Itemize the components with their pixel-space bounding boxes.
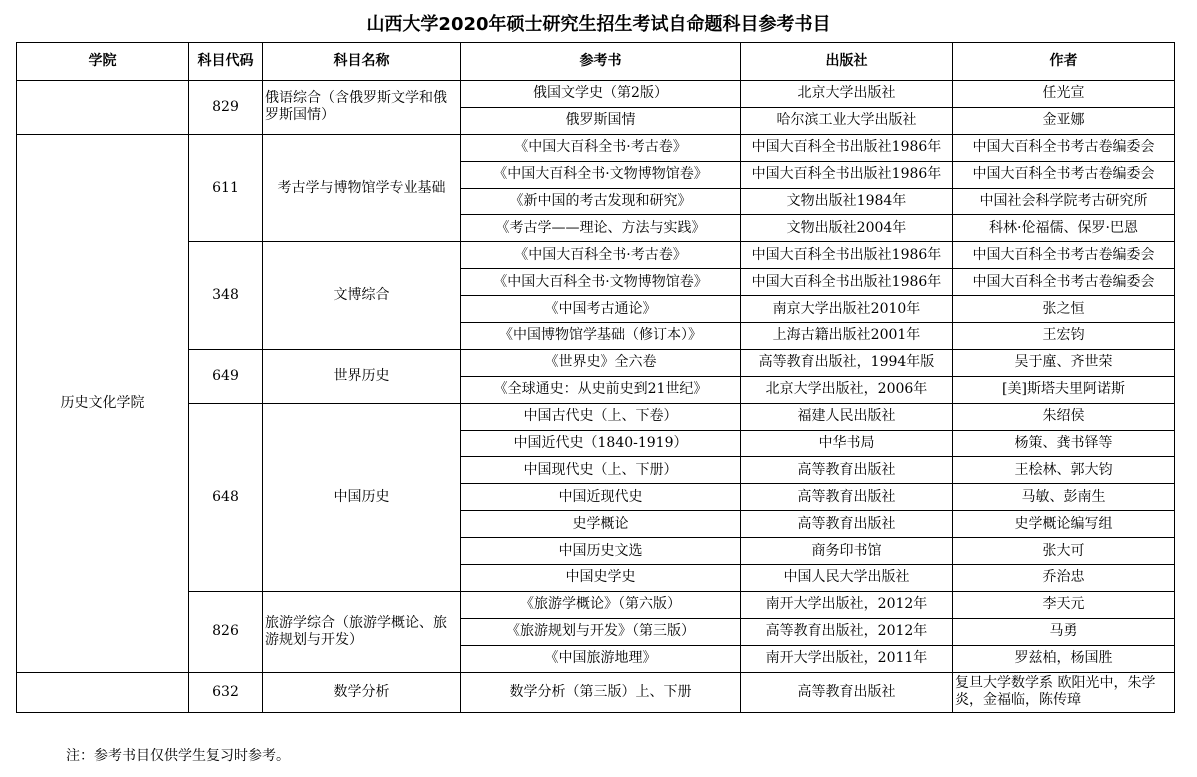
author: 马敏、彭南生	[953, 484, 1175, 511]
table-header-row	[17, 43, 1175, 81]
publisher: 高等教育出版社，1994年版	[741, 349, 953, 376]
book-title: 《旅游规划与开发》（第三版）	[461, 618, 741, 645]
author: 李天元	[953, 591, 1175, 618]
publisher: 高等教育出版社	[741, 484, 953, 511]
author: [美]斯塔夫里阿诺斯	[953, 376, 1175, 403]
subject-code: 611	[189, 134, 263, 242]
book-title: 《世界史》全六卷	[461, 349, 741, 376]
subject-name: 考古学与博物馆学专业基础	[263, 134, 461, 242]
publisher: 南开大学出版社，2012年	[741, 591, 953, 618]
publisher: 商务印书馆	[741, 538, 953, 565]
college-cell-blank	[17, 81, 189, 135]
college-cell-blank	[17, 672, 189, 712]
subject-code: 632	[189, 672, 263, 712]
header-college: 学院	[17, 43, 189, 81]
header-book: 参考书	[461, 43, 741, 81]
publisher: 中国大百科全书出版社1986年	[741, 269, 953, 296]
college-name: 历史文化学院	[17, 134, 189, 672]
table-row	[17, 134, 1175, 161]
subject-name: 数学分析	[263, 672, 461, 712]
author: 中国大百科全书考古卷编委会	[953, 161, 1175, 188]
publisher: 文物出版社1984年	[741, 188, 953, 215]
footnote: 注：参考书目仅供学生复习时参考。	[66, 748, 290, 764]
book-title: 《中国博物馆学基础（修订本）》	[461, 323, 741, 350]
page-title: 山西大学2020年硕士研究生招生考试自命题科目参考书目	[366, 14, 831, 35]
author: 吴于廑、齐世荣	[953, 349, 1175, 376]
publisher: 高等教育出版社，2012年	[741, 618, 953, 645]
author: 复旦大学数学系 欧阳光中，朱学炎，金福临，陈传璋	[953, 672, 1175, 712]
book-title: 中国历史文选	[461, 538, 741, 565]
table-row	[17, 242, 1175, 269]
table-row	[17, 672, 1175, 712]
publisher: 中国大百科全书出版社1986年	[741, 134, 953, 161]
publisher: 中华书局	[741, 430, 953, 457]
book-title: 中国近代史（1840-1919）	[461, 430, 741, 457]
author: 中国社会科学院考古研究所	[953, 188, 1175, 215]
author: 中国大百科全书考古卷编委会	[953, 242, 1175, 269]
table-row	[17, 591, 1175, 618]
publisher: 中国人民大学出版社	[741, 565, 953, 592]
header-subject: 科目名称	[263, 43, 461, 81]
author: 王桧林、郭大钧	[953, 457, 1175, 484]
subject-code: 826	[189, 591, 263, 672]
book-title: 《考古学——理论、方法与实践》	[461, 215, 741, 242]
publisher: 哈尔滨工业大学出版社	[741, 107, 953, 134]
book-title: 《中国大百科全书·考古卷》	[461, 242, 741, 269]
author: 张之恒	[953, 296, 1175, 323]
publisher: 高等教育出版社	[741, 511, 953, 538]
subject-name: 俄语综合（含俄罗斯文学和俄罗斯国情）	[263, 81, 461, 135]
author: 杨策、龚书铎等	[953, 430, 1175, 457]
book-title: 俄罗斯国情	[461, 107, 741, 134]
subject-name: 中国历史	[263, 403, 461, 591]
book-title: 中国近现代史	[461, 484, 741, 511]
author: 罗兹柏，杨国胜	[953, 645, 1175, 672]
subject-name: 旅游学综合（旅游学概论、旅游规划与开发）	[263, 591, 461, 672]
subject-code: 829	[189, 81, 263, 135]
publisher: 南京大学出版社2010年	[741, 296, 953, 323]
author: 乔治忠	[953, 565, 1175, 592]
author: 科林·伦福儒、保罗·巴恩	[953, 215, 1175, 242]
book-title: 《旅游学概论》（第六版）	[461, 591, 741, 618]
table-row	[17, 403, 1175, 430]
author: 张大可	[953, 538, 1175, 565]
book-title: 《中国考古通论》	[461, 296, 741, 323]
publisher: 高等教育出版社	[741, 672, 953, 712]
header-publisher: 出版社	[741, 43, 953, 81]
book-title: 史学概论	[461, 511, 741, 538]
subject-code: 649	[189, 349, 263, 403]
author: 王宏钧	[953, 323, 1175, 350]
subject-name: 文博综合	[263, 242, 461, 350]
book-title: 数学分析（第三版）上、下册	[461, 672, 741, 712]
reference-book-table	[16, 42, 1175, 713]
publisher: 上海古籍出版社2001年	[741, 323, 953, 350]
header-code: 科目代码	[189, 43, 263, 81]
table-row	[17, 81, 1175, 108]
publisher: 北京大学出版社	[741, 81, 953, 108]
book-title: 《中国大百科全书·文物博物馆卷》	[461, 269, 741, 296]
author: 任光宣	[953, 81, 1175, 108]
author: 中国大百科全书考古卷编委会	[953, 134, 1175, 161]
table-row	[17, 349, 1175, 376]
author: 马勇	[953, 618, 1175, 645]
book-title: 《新中国的考古发现和研究》	[461, 188, 741, 215]
book-title: 《全球通史：从史前史到21世纪》	[461, 376, 741, 403]
book-title: 《中国旅游地理》	[461, 645, 741, 672]
publisher: 福建人民出版社	[741, 403, 953, 430]
publisher: 中国大百科全书出版社1986年	[741, 242, 953, 269]
book-title: 《中国大百科全书·文物博物馆卷》	[461, 161, 741, 188]
author: 中国大百科全书考古卷编委会	[953, 269, 1175, 296]
book-title: 《中国大百科全书·考古卷》	[461, 134, 741, 161]
book-title: 中国现代史（上、下册）	[461, 457, 741, 484]
publisher: 高等教育出版社	[741, 457, 953, 484]
author: 朱绍侯	[953, 403, 1175, 430]
book-title: 俄国文学史（第2版）	[461, 81, 741, 108]
author: 史学概论编写组	[953, 511, 1175, 538]
subject-name: 世界历史	[263, 349, 461, 403]
publisher: 中国大百科全书出版社1986年	[741, 161, 953, 188]
publisher: 北京大学出版社，2006年	[741, 376, 953, 403]
book-title: 中国古代史（上、下卷）	[461, 403, 741, 430]
publisher: 文物出版社2004年	[741, 215, 953, 242]
publisher: 南开大学出版社，2011年	[741, 645, 953, 672]
subject-code: 648	[189, 403, 263, 591]
author: 金亚娜	[953, 107, 1175, 134]
subject-code: 348	[189, 242, 263, 350]
header-author: 作者	[953, 43, 1175, 81]
book-title: 中国史学史	[461, 565, 741, 592]
